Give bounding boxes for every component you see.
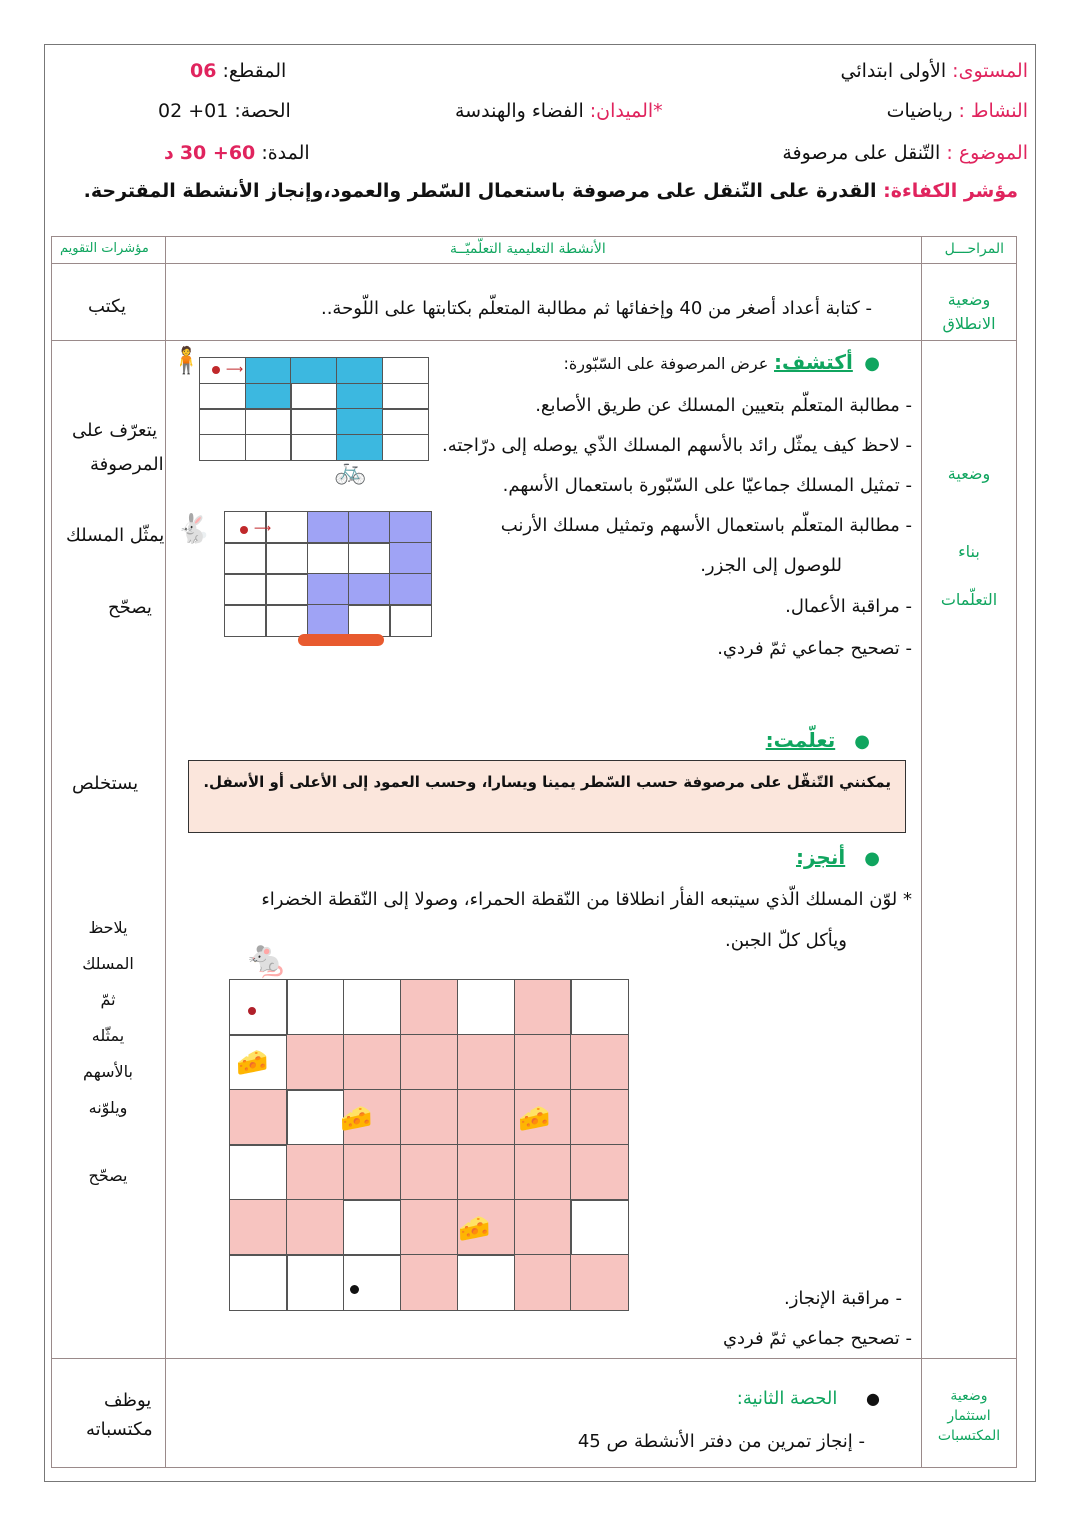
eval-do-3: ثمّ (100, 990, 116, 1009)
discover-line-6: - مراقبة الأعمال. (785, 596, 912, 617)
discover-line-3: - تمثيل المسلك جماعيّا على السّبّورة باستعمال الأسهم. (502, 475, 912, 496)
header-activities: الأنشطة التعليمية التعلّميّــة (450, 241, 606, 257)
indicator-label: مؤشر الكفاءة: (883, 180, 1018, 202)
discover-line-1: - مطالبة المتعلّم بتعيين المسلك عن طريق الأصابع. (535, 395, 912, 416)
grid-cell (245, 357, 292, 384)
grid-cell (265, 604, 308, 637)
grid-cell (400, 1034, 458, 1091)
grid-cell (286, 979, 344, 1036)
row-divider-header (51, 263, 1017, 264)
eval-do-7: يصحّح (88, 1166, 128, 1185)
grid-cell (245, 383, 292, 410)
eval-recognize-1: يتعرّف على (72, 420, 158, 441)
eval-do-4: يمثّله (91, 1026, 125, 1045)
grid-cell (457, 979, 515, 1036)
grid-cell (389, 573, 432, 606)
launch-evaluation: يكتب (88, 296, 127, 317)
grid-cell (336, 357, 383, 384)
eval-learned: يستخلص (72, 773, 139, 794)
eval-do-5: بالأسهم (83, 1062, 133, 1081)
col-divider-left (165, 236, 166, 1468)
grid-cell (389, 604, 432, 637)
mouse-start-dot-icon (248, 1007, 256, 1015)
grid-cell (400, 1089, 458, 1146)
do-title: أنجز: (795, 845, 846, 869)
field-label: *الميدان: (589, 100, 663, 122)
session-label: الحصة: (234, 100, 291, 122)
grid-cell (199, 434, 246, 461)
grid-cell (570, 1144, 628, 1201)
learned-heading (766, 728, 870, 752)
grid-cell (570, 1199, 628, 1256)
grid-cell (514, 1199, 572, 1256)
rabbit-icon: 🐇 (176, 512, 211, 545)
topic-value: التّنقل على مرصوفة (782, 142, 941, 164)
grid-cell (290, 357, 337, 384)
indicator-row (84, 180, 1018, 202)
grid-cell (229, 979, 287, 1036)
build-stage-1: وضعية (947, 464, 991, 483)
grid-cell (199, 408, 246, 435)
invest-heading (737, 1388, 880, 1409)
eval-do (78, 910, 138, 1194)
grid-cell (514, 1254, 572, 1311)
do-line-1: * لوّن المسلك الّذي سيتبعه الفأر انطلاقا من النّقطة الحمراء، وصولا إلى النّقطة الخضراء (261, 889, 912, 910)
grid-cell (290, 434, 337, 461)
mouse-icon: 🐁 (244, 939, 289, 980)
grid-cell (348, 511, 391, 544)
row-divider-launch (51, 340, 1017, 341)
topic-label: الموضوع : (946, 142, 1028, 164)
discover-line-5: للوصول إلى الجزر. (700, 555, 842, 576)
grid-cell (307, 573, 350, 606)
discover-intro: عرض المرصوفة على السّبّورة: (563, 354, 769, 373)
cheese-icon: 🧀 (458, 1214, 491, 1244)
do-check-2: - تصحيح جماعي ثمّ فردي (722, 1328, 912, 1349)
field-row (455, 100, 663, 122)
segment-label: المقطع: (222, 60, 287, 82)
grid-mouse-path (230, 980, 628, 1310)
segment-row (190, 60, 286, 82)
eval-correct: يصحّح (108, 597, 152, 618)
grid-cell (307, 542, 350, 575)
level-row (840, 60, 1028, 82)
grid-cell (286, 1089, 344, 1146)
field-value: الفضاء والهندسة (455, 100, 584, 122)
eval-do-6: ويلوّنه (88, 1098, 128, 1117)
grid-cell (348, 542, 391, 575)
build-stage-3: التعلّمات (940, 590, 998, 609)
header-evaluation: مؤشرات التقويم (60, 241, 149, 256)
rabbit-arrow-icon: ⟶ (254, 521, 272, 535)
carrot-icon (298, 634, 384, 646)
cheese-icon: 🧀 (340, 1104, 373, 1134)
invest-activity: - إنجاز تمرين من دفتر الأنشطة ص 45 (577, 1431, 865, 1452)
grid-cell (570, 1254, 628, 1311)
duration-value: 60+ 30 (179, 142, 256, 164)
discover-line-7: - تصحيح جماعي ثمّ فردي. (717, 638, 912, 659)
row-divider-build (51, 1358, 1017, 1359)
grid-cell (389, 511, 432, 544)
segment-value: 06 (190, 60, 217, 82)
session-row (158, 100, 291, 122)
start-dot-icon (212, 366, 220, 374)
grid-cell (290, 383, 337, 410)
eval-do-1: يلاحظ (88, 918, 128, 937)
grid-cell (457, 1144, 515, 1201)
grid-cell (229, 1199, 287, 1256)
grid-cell (265, 573, 308, 606)
grid-cell (382, 408, 429, 435)
grid-cell (265, 542, 308, 575)
do-check-1: - مراقبة الإنجاز. (784, 1288, 902, 1309)
bicycle-icon: 🚲 (334, 456, 367, 486)
grid-cell (389, 542, 432, 575)
bullet-icon: ● (864, 848, 880, 869)
bullet-icon: ● (854, 731, 870, 752)
arrow-right-icon: ⟶ (226, 362, 244, 376)
grid-cell (400, 1254, 458, 1311)
grid-cell (343, 1199, 401, 1256)
discover-title: أكتشف: (774, 350, 853, 374)
grid-cell (307, 511, 350, 544)
activity-label: النشاط : (958, 100, 1028, 122)
do-heading (796, 845, 880, 869)
indicator-value: القدرة على التّنقل على مرصوفة باستعمال السّطر والعمود،وإنجاز الأنشطة المقترحة. (83, 180, 877, 202)
grid-cell (400, 979, 458, 1036)
grid-cell (514, 1144, 572, 1201)
grid-cell (570, 1089, 628, 1146)
grid-cell (199, 383, 246, 410)
grid-cell (457, 1089, 515, 1146)
grid-cell (400, 1199, 458, 1256)
eval-do-2: المسلك (82, 954, 134, 973)
discover-line-2: - لاحظ كيف يمثّل رائد بالأسهم المسلك الذّي يوصله إلى درّاجته. (441, 435, 912, 456)
grid-cell (245, 434, 292, 461)
level-label: المستوى: (952, 60, 1028, 82)
grid-cell (224, 542, 267, 575)
cheese-icon: 🧀 (236, 1048, 269, 1078)
duration-label: المدة: (261, 142, 310, 164)
grid-cell (457, 1254, 515, 1311)
grid-cell (286, 1034, 344, 1091)
topic-row (782, 142, 1028, 164)
cheese-icon: 🧀 (518, 1104, 551, 1134)
discover-heading (563, 350, 880, 374)
header-stages: المراحـــل (944, 241, 1004, 257)
grid-cell (382, 434, 429, 461)
grid-cell (382, 383, 429, 410)
grid-cell (286, 1144, 344, 1201)
grid-cell (245, 408, 292, 435)
launch-activity: - كتابة أعداد أصغر من 40 وإخفائها ثم مطالبة المتعلّم بكتابتها على اللّوحة.. (320, 298, 872, 319)
grid-cell (570, 1034, 628, 1091)
level-value: الأولى ابتدائي (840, 60, 947, 82)
build-stage-2: بناء (958, 542, 980, 561)
duration-unit: د (164, 142, 174, 164)
grid-cell (348, 604, 391, 637)
grid-cell (570, 979, 628, 1036)
launch-stage: وضعية الانطلاق (942, 290, 996, 333)
grid-cell (400, 1144, 458, 1201)
invest-eval-1: يوظف (104, 1390, 152, 1411)
grid-cell (457, 1034, 515, 1091)
grid-cell (343, 979, 401, 1036)
grid-cell (343, 1254, 401, 1311)
invest-stage: وضعية استثمار المكتسبات (937, 1388, 1001, 1444)
grid-cell (307, 604, 350, 637)
grid-cell (286, 1199, 344, 1256)
grid-cell (514, 1034, 572, 1091)
learned-box: يمكنني التّنقّل على مرصوفة حسب السّطر يمينا ويسارا، وحسب العمود إلى الأعلى أو الأسفل. (188, 760, 906, 833)
do-line-2: ويأكل كلّ الجبن. (725, 930, 847, 951)
grid-cell (224, 604, 267, 637)
rabbit-start-dot-icon (240, 526, 248, 534)
grid-cell (336, 408, 383, 435)
grid-cell (348, 573, 391, 606)
grid-cell (265, 511, 308, 544)
bullet-icon: ● (866, 1389, 880, 1408)
grid-cell (514, 979, 572, 1036)
col-divider-right (921, 236, 922, 1468)
grid-cell (343, 1144, 401, 1201)
grid-cell (343, 1034, 401, 1091)
boy-icon: 🧍 (170, 346, 203, 376)
learned-title: تعلّمت: (765, 728, 836, 752)
grid-cell (229, 1089, 287, 1146)
grid-cell (290, 408, 337, 435)
invest-eval-2: مكتسباته (86, 1419, 153, 1440)
activity-value: رياضيات (886, 100, 953, 122)
discover-line-4: - مطالبة المتعلّم باستعمال الأسهم وتمثيل مسلك الأرنب (500, 515, 912, 536)
mouse-end-dot-icon (350, 1285, 359, 1294)
grid-cell (224, 573, 267, 606)
grid-cell (229, 1254, 287, 1311)
grid-cell (286, 1254, 344, 1311)
grid-cell (382, 357, 429, 384)
grid-cell (336, 383, 383, 410)
activity-row (887, 100, 1028, 122)
grid-cell (229, 1144, 287, 1201)
session-value: 01+ 02 (158, 100, 229, 122)
eval-recognize-2: المرصوفة (90, 454, 164, 475)
bullet-icon: ● (864, 353, 880, 374)
eval-represent: يمثّل المسلك (66, 525, 165, 546)
invest-title: الحصة الثانية: (736, 1388, 838, 1409)
duration-row (164, 142, 310, 164)
